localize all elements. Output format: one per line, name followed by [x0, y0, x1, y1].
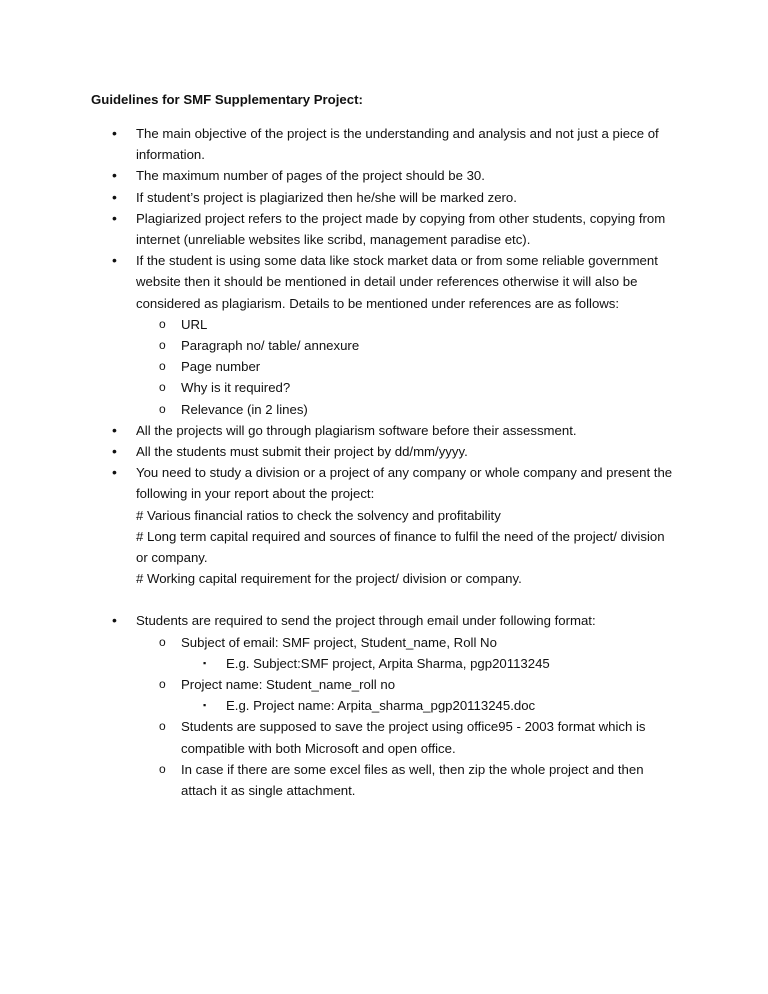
list-item-subline: # Working capital requirement for the project/ division or company. — [136, 571, 522, 587]
circle-marker-icon: o — [159, 380, 166, 395]
list-item-text: All the projects will go through plagiarism software before their assessment. — [136, 422, 577, 438]
list-item-text: Project name: Student_name_roll no — [181, 677, 396, 693]
list-item — [0, 462, 678, 589]
list-item-text: E.g. Subject:SMF project, Arpita Sharma, pgp20113245 — [226, 655, 550, 671]
list-item-text: If the student is using some data like stock market data or from some reliable government website then it should be mentioned in detail under references otherwise it will also be considered as plagiarism. Details to be mentioned under references are as follows: — [136, 253, 658, 311]
bullet-marker-icon: • — [112, 464, 117, 481]
list-item — [0, 314, 678, 335]
document-heading: Guidelines for SMF Supplementary Project: — [91, 92, 363, 107]
list-item-text: E.g. Project name: Arpita_sharma_pgp20113245.doc — [226, 698, 536, 714]
guidelines-list — [0, 123, 768, 801]
list-item — [0, 250, 678, 314]
list-item — [0, 653, 678, 674]
bullet-marker-icon: • — [112, 443, 117, 460]
list-item — [0, 759, 678, 801]
list-item-text: The maximum number of pages of the project should be 30. — [136, 168, 485, 184]
square-marker-icon: ▪ — [203, 700, 207, 711]
bullet-marker-icon: • — [112, 209, 117, 226]
list-item-text: Relevance (in 2 lines) — [181, 401, 308, 417]
list-item-text: Plagiarized project refers to the project made by copying from other students, copying from internet (unreliable websites like scribd, management paradise etc). — [136, 210, 666, 248]
list-item — [0, 377, 678, 398]
list-item — [0, 123, 678, 165]
circle-marker-icon: o — [159, 761, 166, 776]
list-item-text: Students are supposed to save the project using office95 - 2003 format which is compatible with both Microsoft and open office. — [181, 719, 646, 756]
list-item — [0, 632, 678, 653]
list-item — [0, 674, 678, 695]
bullet-marker-icon: • — [112, 188, 117, 205]
list-item-subline: # Various financial ratios to check the solvency and profitability — [136, 507, 501, 523]
list-item-text: In case if there are some excel files as well, then zip the whole project and then attach it as single attachment. — [181, 761, 644, 799]
list-item — [0, 187, 678, 208]
bullet-marker-icon: • — [112, 167, 117, 184]
list-item — [0, 335, 678, 356]
list-item-subline: # Long term capital required and sources of finance to fulfil the need of the project/ division or company. — [136, 528, 665, 566]
list-item-text: All the students must submit their project by dd/mm/yyyy. — [136, 444, 468, 460]
list-item — [0, 399, 678, 420]
list-item — [0, 208, 678, 250]
list-item-text: The main objective of the project is the understanding and analysis and not just a piece of information. — [136, 126, 659, 163]
circle-marker-icon: o — [159, 316, 166, 331]
list-item-text: Why is it required? — [181, 380, 291, 396]
circle-marker-icon: o — [159, 719, 166, 734]
circle-marker-icon: o — [159, 338, 166, 353]
circle-marker-icon: o — [159, 634, 166, 649]
circle-marker-icon: o — [159, 359, 166, 374]
bullet-marker-icon: • — [112, 421, 117, 438]
list-item-text: URL — [181, 316, 208, 332]
bullet-marker-icon: • — [112, 252, 117, 269]
list-item-text: If student’s project is plagiarized then he/she will be marked zero. — [136, 189, 517, 205]
square-marker-icon: ▪ — [203, 657, 207, 668]
circle-marker-icon: o — [159, 677, 166, 692]
circle-marker-icon: o — [159, 401, 166, 416]
list-item-text: Subject of email: SMF project, Student_name, Roll No — [181, 634, 497, 650]
list-item-text: Page number — [181, 359, 261, 375]
list-item — [0, 610, 678, 631]
list-item-text: Paragraph no/ table/ annexure — [181, 338, 360, 354]
list-item — [0, 716, 678, 758]
list-item — [0, 695, 678, 716]
bullet-marker-icon: • — [112, 125, 117, 141]
list-item — [0, 441, 678, 462]
list-item — [0, 420, 678, 441]
list-item — [0, 356, 678, 377]
list-item-text: You need to study a division or a project of any company or whole company and present the following in your report about the project: — [136, 465, 673, 502]
list-item — [0, 165, 678, 186]
list-spacer — [0, 589, 768, 610]
bullet-marker-icon: • — [112, 612, 117, 629]
list-item-text: Students are required to send the project through email under following format: — [136, 613, 596, 629]
